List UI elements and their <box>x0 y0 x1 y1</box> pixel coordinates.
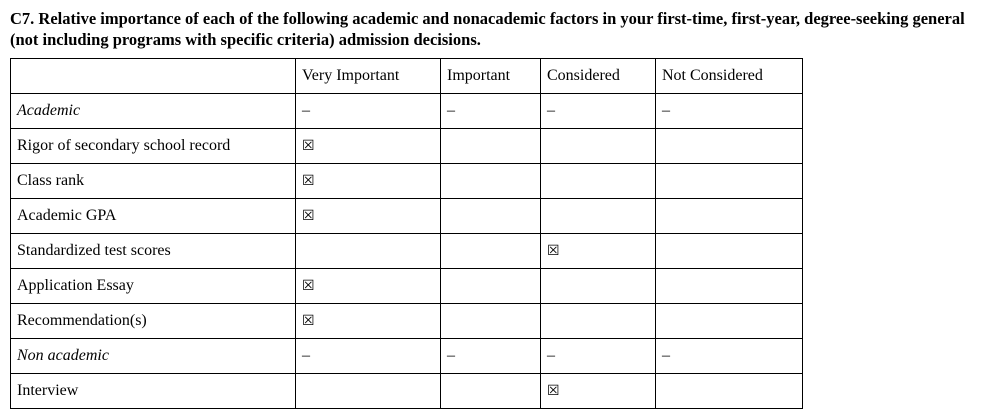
cell-important <box>441 304 541 339</box>
cell-considered <box>541 164 656 199</box>
row-factor-label: Standardized test scores <box>11 234 296 269</box>
table-row <box>11 164 803 199</box>
cell-important <box>441 339 541 374</box>
cell-not-considered <box>656 199 803 234</box>
dash-marker: – <box>447 101 455 119</box>
cell-considered <box>541 339 656 374</box>
checked-box-icon: ☒ <box>302 137 315 154</box>
table-row <box>11 339 803 374</box>
cell-considered[interactable] <box>541 374 656 409</box>
cell-considered <box>541 199 656 234</box>
cell-considered[interactable] <box>541 234 656 269</box>
admission-factors-table <box>10 58 803 409</box>
cell-considered <box>541 304 656 339</box>
table-row <box>11 199 803 234</box>
table-header-row <box>11 59 803 94</box>
dash-marker: – <box>302 101 310 119</box>
table-body <box>11 94 803 409</box>
row-factor-label: Class rank <box>11 164 296 199</box>
page-title: C7. Relative importance of each of the following academic and nonacademic factors in your first-time, first-year, degree-seeking general (not including programs with specific criteria) admission decisions. <box>10 9 965 49</box>
dash-marker: – <box>447 346 455 364</box>
row-section-label: Academic <box>11 94 296 129</box>
column-header-not-considered: Not Considered <box>656 59 803 94</box>
row-factor-label: Recommendation(s) <box>11 304 296 339</box>
cell-important <box>441 129 541 164</box>
cell-very-important <box>296 374 441 409</box>
checked-box-icon: ☒ <box>302 172 315 189</box>
table-row <box>11 94 803 129</box>
table-row <box>11 374 803 409</box>
cell-not-considered <box>656 164 803 199</box>
cell-very-important[interactable] <box>296 164 441 199</box>
cell-not-considered <box>656 94 803 129</box>
cell-not-considered <box>656 374 803 409</box>
cell-important <box>441 374 541 409</box>
dash-marker: – <box>547 101 555 119</box>
cell-not-considered <box>656 129 803 164</box>
column-header-very-important: Very Important <box>296 59 441 94</box>
column-header-important: Important <box>441 59 541 94</box>
cell-considered <box>541 129 656 164</box>
dash-marker: – <box>547 346 555 364</box>
cell-very-important[interactable] <box>296 199 441 234</box>
cell-very-important <box>296 94 441 129</box>
table-row <box>11 234 803 269</box>
row-factor-label: Rigor of secondary school record <box>11 129 296 164</box>
cell-considered <box>541 94 656 129</box>
cell-not-considered <box>656 234 803 269</box>
checked-box-icon: ☒ <box>302 207 315 224</box>
cell-important <box>441 164 541 199</box>
cell-considered <box>541 269 656 304</box>
cell-not-considered <box>656 269 803 304</box>
table-row <box>11 269 803 304</box>
cell-very-important <box>296 339 441 374</box>
cell-important <box>441 199 541 234</box>
checked-box-icon: ☒ <box>302 277 315 294</box>
checked-box-icon: ☒ <box>547 382 560 399</box>
cell-not-considered <box>656 339 803 374</box>
table-row <box>11 304 803 339</box>
cell-important <box>441 94 541 129</box>
cell-very-important[interactable] <box>296 269 441 304</box>
cell-very-important[interactable] <box>296 304 441 339</box>
row-factor-label: Application Essay <box>11 269 296 304</box>
cell-not-considered <box>656 304 803 339</box>
cell-important <box>441 234 541 269</box>
cell-very-important <box>296 234 441 269</box>
table-row <box>11 129 803 164</box>
cell-important <box>441 269 541 304</box>
dash-marker: – <box>662 346 670 364</box>
row-factor-label: Interview <box>11 374 296 409</box>
row-factor-label: Academic GPA <box>11 199 296 234</box>
column-header-factor <box>11 59 296 94</box>
checked-box-icon: ☒ <box>302 312 315 329</box>
cell-very-important[interactable] <box>296 129 441 164</box>
column-header-considered: Considered <box>541 59 656 94</box>
row-section-label: Non academic <box>11 339 296 374</box>
dash-marker: – <box>302 346 310 364</box>
dash-marker: – <box>662 101 670 119</box>
checked-box-icon: ☒ <box>547 242 560 259</box>
